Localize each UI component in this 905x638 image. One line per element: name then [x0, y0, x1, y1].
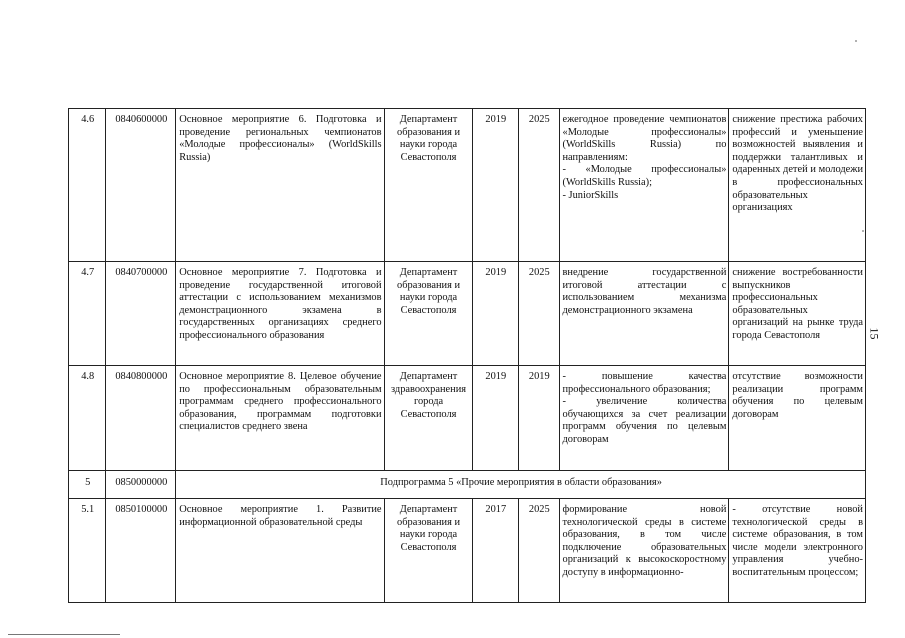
page-number: 15 [867, 327, 882, 340]
table-row [69, 109, 866, 262]
activity-name: Основное мероприятие 7. Подготовка и проведение государственной итоговой аттестации с использованием механизмов демонстрационного экзамена в государственных организациях среднего профессионального образования [176, 262, 384, 366]
executor: Департамент образования и науки города Севастополя [384, 109, 472, 262]
scan-speck [855, 40, 857, 42]
result-line: - «Молодые профессионалы» (WorldSkills Russia); [562, 164, 727, 188]
activity-name: Основное мероприятие 8. Целевое обучение по профессиональным образовательным программам среднего профессионального образования, программам подготовки специалистов среднего звена [176, 366, 384, 471]
start-year: 2019 [472, 366, 519, 471]
start-year: 2019 [472, 262, 519, 366]
footer-divider [8, 634, 120, 635]
end-year: 2019 [519, 366, 559, 471]
consequence: снижение востребованности выпускников профессиональных образовательных организаций на рынке труда города Севастополя [729, 262, 866, 366]
budget-code: 0850000000 [106, 471, 176, 499]
result-line: ежегодное проведение чемпионатов «Молодые профессионалы» (WorldSkills Russia) по направлениям: [562, 114, 727, 163]
consequence: снижение престижа рабочих профессий и уменьшение возможностей выявления и поддержки талантливых и одаренных детей и молодежи в профессиональных образовательных организациях [729, 109, 866, 262]
result-line: - повышение качества профессионального образования; [562, 371, 727, 395]
budget-code: 0840600000 [106, 109, 176, 262]
table-row [69, 499, 866, 603]
end-year: 2025 [519, 262, 559, 366]
start-year: 2017 [472, 499, 519, 603]
result-line: - JuniorSkills [562, 189, 619, 201]
budget-code: 0840700000 [106, 262, 176, 366]
row-number: 4.7 [69, 262, 106, 366]
row-number: 5.1 [69, 499, 106, 603]
scan-speck [862, 230, 864, 232]
end-year: 2025 [519, 109, 559, 262]
expected-result [559, 366, 729, 471]
result-line: внедрение государственной итоговой аттестации с использованием механизма демонстрационного экзамена [562, 267, 727, 316]
budget-code: 0840800000 [106, 366, 176, 471]
table-row-subprogram [69, 471, 866, 499]
expected-result [559, 109, 729, 262]
start-year: 2019 [472, 109, 519, 262]
executor: Департамент образования и науки города Севастополя [384, 499, 472, 603]
expected-result [559, 499, 729, 603]
row-number: 4.8 [69, 366, 106, 471]
consequence: - отсутствие новой технологической среды в системе образования, в том числе модели электронного управления учебно-воспитательным процессом; [729, 499, 866, 603]
row-number: 5 [69, 471, 106, 499]
subprogram-title: Подпрограмма 5 «Прочие мероприятия в области образования» [176, 471, 866, 499]
row-number: 4.6 [69, 109, 106, 262]
activity-name: Основное мероприятие 1. Развитие информационной образовательной среды [176, 499, 384, 603]
consequence: отсутствие возможности реализации программ обучения по целевым договорам [729, 366, 866, 471]
executor: Департамент образования и науки города Севастополя [384, 262, 472, 366]
executor: Департамент здравоохранения города Севастополя [384, 366, 472, 471]
activity-name: Основное мероприятие 6. Подготовка и проведение региональных чемпионатов «Молодые профессионалы» (WorldSkills Russia) [176, 109, 384, 262]
activities-table [68, 108, 866, 603]
result-line: - увеличение количества обучающихся за счет реализации программ обучения по целевым договорам [562, 396, 727, 445]
result-line: формирование новой технологической среды в системе образования, в том числе подключение образовательных организаций к высокоскоростному доступу в информационно- [562, 504, 727, 578]
end-year: 2025 [519, 499, 559, 603]
expected-result [559, 262, 729, 366]
budget-code: 0850100000 [106, 499, 176, 603]
table-row [69, 262, 866, 366]
table-row [69, 366, 866, 471]
